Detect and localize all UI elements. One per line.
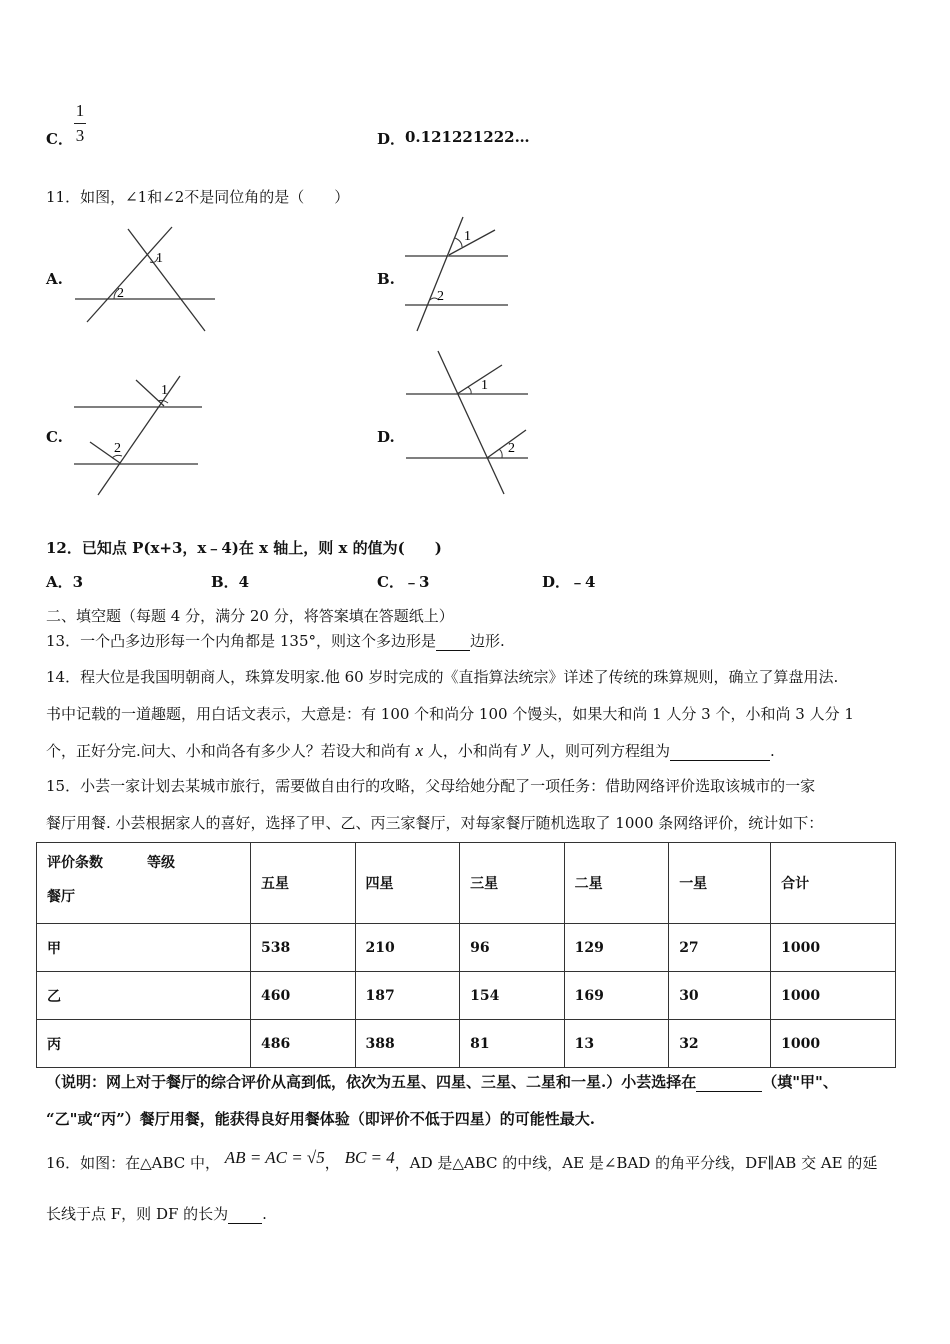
q13-text bbox=[46, 630, 505, 651]
figure-b-diagram bbox=[400, 214, 515, 339]
table-cell: 154 bbox=[460, 972, 565, 1020]
table-cell: 32 bbox=[669, 1020, 771, 1068]
q10-option-d-label: D． bbox=[377, 130, 406, 148]
q14-line-2: 书中记载的一道趣题，用白话文表示，大意是：有 100 个和尚分 100 个馒头，如果大和尚 1 人分 3 个，小和尚 3 人分 1 bbox=[46, 705, 854, 723]
q14-line-3 bbox=[46, 737, 775, 761]
q15-note-b: （填"甲"、 bbox=[762, 1073, 838, 1091]
q16-text-b: ，AD 是△ABC 的中线，AE 是∠BAD 的角平分线，DF∥AB 交 AE 的延 bbox=[394, 1154, 878, 1172]
q10-option-c-label: C． bbox=[46, 130, 73, 148]
angle-2-label: 2 bbox=[508, 441, 515, 456]
fraction-bar bbox=[74, 123, 86, 124]
q11-option-c-label: C. bbox=[46, 428, 63, 446]
q15-line-1: 15．小芸一家计划去某城市旅行，需要做自由行的攻略，父母给她分配了一项任务：借助网络评价选取该城市的一家 bbox=[46, 777, 816, 795]
column-header: 一星 bbox=[669, 843, 771, 924]
angle-1-label: 1 bbox=[464, 229, 471, 244]
column-header: 二星 bbox=[564, 843, 669, 924]
table-row bbox=[37, 1020, 896, 1068]
table-cell: 187 bbox=[355, 972, 460, 1020]
q11-stem: 11．如图，∠1和∠2不是同位角的是（ ） bbox=[46, 188, 350, 206]
q15-note-a: （说明：网上对于餐厅的综合评价从高到低，依次为五星、四星、三星、二星和一星.）小芸选择在 bbox=[46, 1073, 697, 1091]
figure-d-diagram bbox=[400, 348, 535, 498]
angle-2-label: 2 bbox=[114, 441, 121, 456]
row-header: 甲 bbox=[37, 924, 251, 972]
q11-option-a-label: A. bbox=[46, 270, 63, 288]
table-cell: 210 bbox=[355, 924, 460, 972]
q16-comma: ， bbox=[324, 1154, 340, 1172]
figure-a-diagram bbox=[70, 222, 220, 337]
q16-answer-blank[interactable] bbox=[228, 1205, 262, 1224]
table-cell: 81 bbox=[460, 1020, 565, 1068]
q11-figure-d bbox=[400, 348, 535, 502]
q16-line-2-a: 长线于点 F，则 DF 的长为 bbox=[46, 1205, 229, 1223]
table-cell: 460 bbox=[251, 972, 356, 1020]
q16-math-ab-ac: AB = AC = √5 bbox=[224, 1148, 325, 1167]
section-title: 二、填空题（每题 4 分，满分 20 分，将答案填在答题纸上） bbox=[46, 607, 454, 625]
table-cell: 129 bbox=[564, 924, 669, 972]
variable-x: x bbox=[415, 741, 424, 760]
table-cell: 96 bbox=[460, 924, 565, 972]
q10-option-c-fraction bbox=[74, 101, 86, 146]
q12-option-a: A．3 bbox=[46, 573, 84, 591]
table-cell: 169 bbox=[564, 972, 669, 1020]
q12-option-d: D．﹣4 bbox=[542, 573, 596, 591]
table-corner-cell bbox=[37, 843, 251, 924]
corner-top-left: 评价条数 bbox=[47, 855, 103, 871]
q15-answer-blank[interactable] bbox=[696, 1073, 762, 1092]
fraction-numerator: 1 bbox=[75, 101, 85, 120]
column-header: 合计 bbox=[771, 843, 896, 924]
q15-note-line-1 bbox=[46, 1071, 838, 1092]
table-cell: 30 bbox=[669, 972, 771, 1020]
q16-text-a: 16．如图：在△ABC 中， bbox=[46, 1154, 221, 1172]
fraction-denominator: 3 bbox=[75, 126, 85, 145]
q16-line-2 bbox=[46, 1203, 267, 1224]
angle-1-label: 1 bbox=[161, 383, 168, 398]
q13-answer-blank[interactable] bbox=[436, 632, 470, 651]
table-cell: 388 bbox=[355, 1020, 460, 1068]
table-row bbox=[37, 972, 896, 1020]
q13-text-before: 13．一个凸多边形每一个内角都是 135°，则这个多边形是 bbox=[46, 632, 436, 650]
table-cell: 27 bbox=[669, 924, 771, 972]
figure-c-diagram bbox=[70, 372, 210, 502]
table-header-row bbox=[37, 843, 896, 924]
row-header: 丙 bbox=[37, 1020, 251, 1068]
q14-line-1: 14．程大位是我国明朝商人，珠算发明家.他 60 岁时完成的《直指算法统宗》详述了传统的珠算规则，确立了算盘用法. bbox=[46, 668, 839, 686]
q16-line-1 bbox=[46, 1148, 878, 1173]
q14-line-3-a: 个，正好分完.问大、小和尚各有多少人？若设大和尚有 bbox=[46, 742, 411, 760]
review-statistics-table bbox=[36, 842, 896, 1068]
q13-text-after: 边形. bbox=[470, 632, 505, 650]
angle-2-label: 2 bbox=[437, 289, 444, 304]
q11-option-b-label: B. bbox=[377, 270, 395, 288]
q15-note-line-2: “乙"或“丙”）餐厅用餐，能获得良好用餐体验（即评价不低于四星）的可能性最大. bbox=[46, 1110, 595, 1128]
q11-figure-b bbox=[400, 214, 515, 343]
q14-line-3-c: 人，则可列方程组为 bbox=[535, 742, 671, 760]
q10-option-d-value: 0.121221222… bbox=[405, 128, 530, 146]
q14-line-3-b: 人，小和尚有 bbox=[427, 742, 518, 760]
corner-bottom: 餐厅 bbox=[47, 889, 75, 905]
q12-option-c: C．﹣3 bbox=[377, 573, 430, 591]
table-row bbox=[37, 924, 896, 972]
table-cell: 486 bbox=[251, 1020, 356, 1068]
table-cell: 13 bbox=[564, 1020, 669, 1068]
angle-1-label: 1 bbox=[156, 251, 163, 266]
q15-line-2: 餐厅用餐. 小芸根据家人的喜好，选择了甲、乙、丙三家餐厅，对每家餐厅随机选取了 1000 条网络评价，统计如下： bbox=[46, 814, 824, 832]
corner-top-right: 等级 bbox=[147, 855, 175, 871]
q16-line-2-end: . bbox=[262, 1205, 267, 1223]
table-cell: 1000 bbox=[771, 1020, 896, 1068]
q12-option-b: B．4 bbox=[211, 573, 250, 591]
column-header: 三星 bbox=[460, 843, 565, 924]
table-cell: 538 bbox=[251, 924, 356, 972]
variable-y: y bbox=[522, 737, 531, 756]
angle-1-label: 1 bbox=[481, 378, 488, 393]
q14-line-3-end: . bbox=[770, 742, 775, 760]
column-header: 五星 bbox=[251, 843, 356, 924]
column-header: 四星 bbox=[355, 843, 460, 924]
q12-stem: 12．已知点 P(x+3，x﹣4)在 x 轴上，则 x 的值为( ) bbox=[46, 539, 442, 557]
row-header: 乙 bbox=[37, 972, 251, 1020]
table-cell: 1000 bbox=[771, 924, 896, 972]
q11-figure-c bbox=[70, 372, 210, 506]
q16-math-bc: BC = 4 bbox=[344, 1148, 395, 1167]
q14-answer-blank[interactable] bbox=[670, 742, 770, 761]
q11-option-d-label: D. bbox=[377, 428, 395, 446]
q11-figure-a bbox=[70, 222, 220, 341]
angle-2-label: 2 bbox=[117, 286, 124, 301]
table-cell: 1000 bbox=[771, 972, 896, 1020]
